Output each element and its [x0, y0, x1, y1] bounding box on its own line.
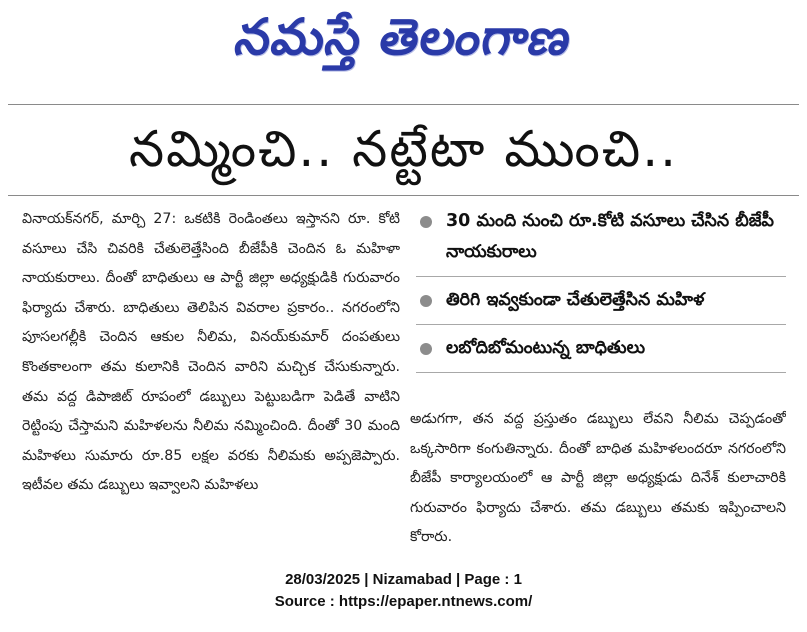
bullet-icon [420, 295, 432, 307]
highlights-box [416, 206, 786, 381]
bullet-icon [420, 343, 432, 355]
article-headline: నమ్మించి.. నట్టేటా ముంచి.. [129, 120, 678, 178]
highlight-text: తిరిగి ఇవ్వకుండా చేతులెత్తేసిన మహిళ [446, 290, 705, 310]
highlight-item [416, 206, 786, 268]
highlight-item [416, 285, 786, 316]
highlight-text: 30 మంది నుంచి రూ.కోటి వసూలు చేసిన బీజేపీ నాయకురాలు [446, 211, 774, 262]
highlight-divider [416, 324, 786, 325]
masthead-logo: నమస్తే తెలంగాణ [230, 8, 577, 66]
bullet-icon [420, 216, 432, 228]
headline-divider [8, 195, 799, 196]
highlight-item [416, 333, 786, 364]
masthead [0, 0, 807, 80]
footer-dateline: 28/03/2025 | Nizamabad | Page : 1 [285, 571, 522, 588]
footer [0, 569, 807, 613]
footer-source: Source : https://epaper.ntnews.com/ [274, 593, 533, 610]
article-body-left: వినాయక్‌నగర్, మార్చి 27: ఒకటికి రెండింతలు ఇస్తానని రూ. కోటి వసూలు చేసి చివరికి చేతులెత్తేసింది బీజేపీకి చెందిన ఓ మహిళా నాయకురాలు. దీంతో బాధితులు ఆ పార్టీ జిల్లా అధ్యక్షుడికి గురువారం ఫిర్యాదు చేశారు. బాధితులు తెలిపిన వివరాల ప్రకారం.. నగరంలోని పూసలగల్లీకి చెందిన ఆకుల నీలిమ, వినయ్‌కుమార్ దంపతులు కొంతకాలంగా తమ కులానికి చెందిన వారిని మచ్చిక చేసుకున్నారు. తమ వద్ద డిపాజిట్ రూపంలో డబ్బులు పెట్టుబడిగా పెడితే వాటిని రెట్టింపు చేస్తామని మహిళలను నీలిమ నమ్మించింది. దీంతో 30 మంది మహిళలు సుమారు రూ.85 లక్షల వరకు నీలిమకు అప్పజెప్పారు. ఇటీవల తమ డబ్బులు ఇవ్వాలని మహిళలు [22, 211, 400, 494]
highlight-divider [416, 372, 786, 373]
masthead-divider [8, 104, 799, 105]
highlight-text: లబోదిబోమంటున్న బాధితులు [446, 338, 646, 358]
highlight-divider [416, 276, 786, 277]
article-body-right: అడుగగా, తన వద్ద ప్రస్తుతం డబ్బులు లేవని నీలిమ చెప్పడంతో ఒక్కసారిగా కంగుతిన్నారు. దీంతో బాధిత మహిళలందరూ నగరంలోని బీజేపీ కార్యాలయంలో ఆ పార్టీ జిల్లా అధ్యక్షుడు దినేశ్ కులాచారికి గురువారం ఫిర్యాదు చేశారు. తమ డబ్బులు తమకు ఇప్పించాలని కోరారు. [410, 411, 786, 546]
